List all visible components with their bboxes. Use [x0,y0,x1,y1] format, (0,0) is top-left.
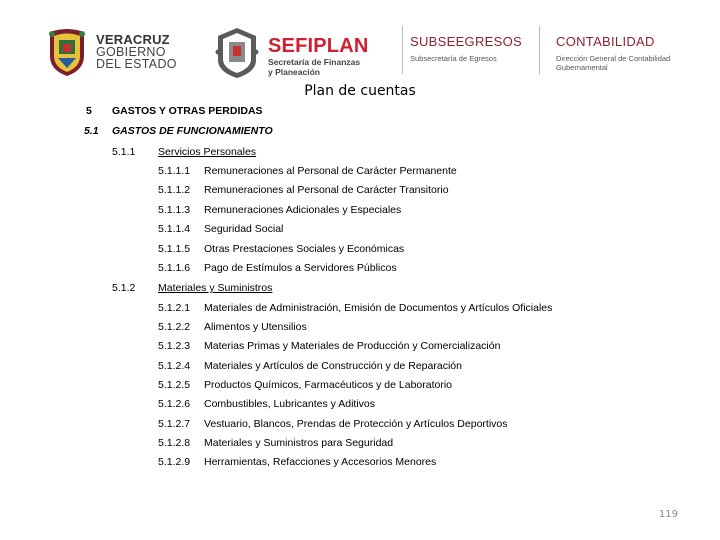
account-name: Materiales y Suministros para Seguridad [204,437,394,449]
account-subgroup-name: GASTOS DE FUNCIONAMIENTO [112,125,273,137]
account-code: 5.1.2.5 [158,379,191,391]
sefiplan-emblem-icon [212,26,262,80]
header-divider [402,26,403,74]
account-name: Materiales y Artículos de Construcción y de Reparación [204,360,462,372]
account-code: 5.1.2.6 [158,398,191,410]
account-name: Combustibles, Lubricantes y Aditivos [204,398,375,410]
account-code: 5.1.2.7 [158,418,191,430]
account-name: Remuneraciones al Personal de Carácter Permanente [204,165,457,177]
sefiplan-subtitle [268,57,360,77]
account-subgroup-code: 5.1 [84,125,99,137]
account-code: 5.1.2.4 [158,360,191,372]
veracruz-line2: GOBIERNO [96,45,166,59]
account-code: 5.1.1.2 [158,184,191,196]
account-name: Productos Químicos, Farmacéuticos y de Laboratorio [204,379,453,391]
veracruz-line1: VERACRUZ [96,32,170,47]
account-code: 5.1.2.2 [158,321,191,333]
section-code: 5.1.2 [112,282,136,294]
account-name: Seguridad Social [204,223,284,235]
account-name: Herramientas, Refacciones y Accesorios Menores [204,456,437,468]
account-code: 5.1.2.1 [158,302,191,314]
header-divider [539,26,540,74]
sefiplan-sub-line1: Secretaría de Finanzas [268,57,361,67]
page-number: 119 [658,509,678,520]
account-name: Vestuario, Blancos, Prendas de Protección y Artículos Deportivos [204,418,508,430]
contabilidad-desc: Dirección General de Contabilidad Gubernamental [556,54,671,72]
account-name: Alimentos y Utensilios [204,321,307,333]
sefiplan-title: SEFIPLAN [268,35,369,57]
account-name: Remuneraciones Adicionales y Especiales [204,204,402,216]
veracruz-line3: DEL ESTADO [96,57,177,71]
section-code: 5.1.1 [112,146,136,158]
account-group-code: 5 [86,105,92,117]
account-code: 5.1.2.9 [158,456,191,468]
subsecretaria-desc: Subsecretaría de Egresos [410,54,497,63]
contabilidad-title: CONTABILIDAD [556,34,655,49]
account-code: 5.1.2.3 [158,340,191,352]
veracruz-wordmark [96,34,177,70]
account-name: Remuneraciones al Personal de Carácter Transitorio [204,184,449,196]
account-code: 5.1.1.5 [158,243,191,255]
account-name: Otras Prestaciones Sociales y Económicas [204,243,405,255]
account-name: Pago de Estímulos a Servidores Públicos [204,262,397,274]
page-title: Plan de cuentas [304,83,416,99]
account-code: 5.1.1.3 [158,204,191,216]
account-code: 5.1.1.4 [158,223,191,235]
account-group-name: GASTOS Y OTRAS PERDIDAS [112,105,263,117]
subsecretaria-title: SUBSEEGRESOS [410,34,522,49]
account-code: 5.1.2.8 [158,437,191,449]
section-name: Servicios Personales [158,146,257,158]
account-code: 5.1.1.6 [158,262,191,274]
account-code: 5.1.1.1 [158,165,191,177]
section-name: Materiales y Suministros [158,282,273,294]
account-name: Materias Primas y Materiales de Producción y Comercialización [204,340,501,352]
sefiplan-sub-line2: y Planeación [268,67,320,77]
account-name: Materiales de Administración, Emisión de Documentos y Artículos Oficiales [204,302,553,314]
veracruz-shield-icon [44,26,90,78]
header [0,0,720,84]
